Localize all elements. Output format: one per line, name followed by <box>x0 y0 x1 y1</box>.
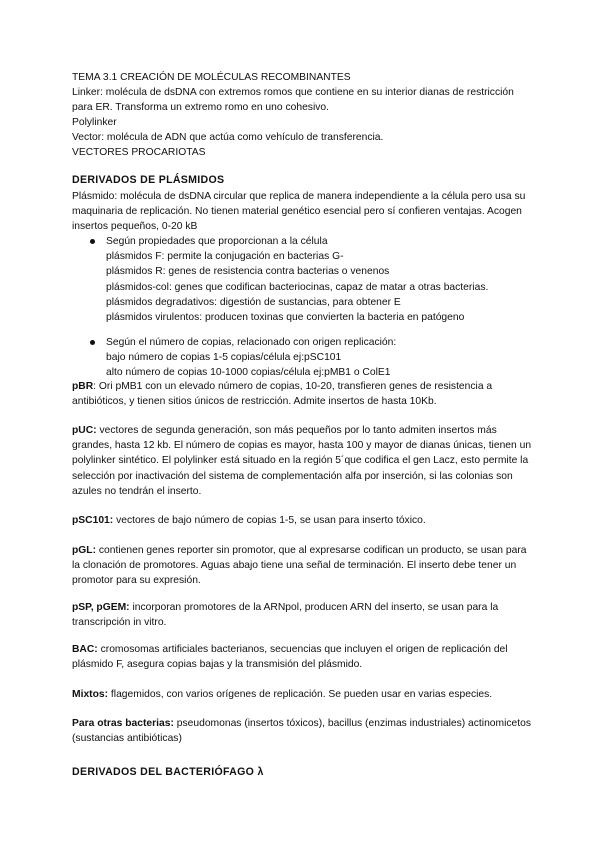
linker-definition: Linker: molécula de dsDNA con extremos romos que contiene en su interior dianas de restricción para ER. Transforma un extremo romo en uno cohesivo. <box>72 87 514 114</box>
entry-text: cromosomas artificiales bacterianos, secuencias que incluyen el origen de replicación del plásmido F, asegura copias bajas y la transmisión del plásmido. <box>72 644 508 671</box>
list-item: plásmidos virulentos: producen toxinas que convierten la bacteria en patógeno <box>106 312 465 324</box>
list-item: plásmidos degradativos: digestión de sustancias, para obtener E <box>106 296 401 308</box>
entry-term: pBR <box>72 381 94 392</box>
bullet-icon <box>90 239 95 244</box>
entry-text: flagemidos, con varios orígenes de replicación. Se pueden usar en varias especies. <box>110 689 493 700</box>
entry-term: Para otras bacterias: <box>72 718 174 729</box>
entry-text: vectores de bajo número de copias 1-5, se usan para inserto tóxico. <box>116 515 426 526</box>
plasmid-definition: Plásmido: molécula de dsDNA circular que replica de manera independiente a la célula pero usa su maquinaria de replicación. No tienen material genético esencial pero sí confieren ventajas. Acogen insertos pequeños, 0-20 kB <box>72 191 526 233</box>
entry-puc <box>72 423 534 499</box>
bullet-title: Según el número de copias, relacionado con origen replicación: <box>106 337 397 348</box>
entry-text: pseudomonas (insertos tóxicos), bacillus (enzimas industriales) actinomicetos (sustancias antibióticas) <box>72 718 532 745</box>
doc-title: TEMA 3.1 CREACIÓN DE MOLÉCULAS RECOMBINANTES <box>72 72 351 83</box>
entry-other-bacteria <box>72 716 534 746</box>
entry-term: pSP, pGEM: <box>72 602 130 613</box>
list-item: plásmidos F: permite la conjugación en bacterias G- <box>106 251 344 263</box>
entry-term: pUC: <box>72 425 97 436</box>
entry-term: Mixtos: <box>72 689 109 700</box>
entry-term: pGL: <box>72 545 97 556</box>
list-item: bajo número de copias 1-5 copias/célula ej:pSC101 <box>106 352 342 364</box>
polylinker-term: Polylinker <box>72 117 117 128</box>
bullet-copy-number <box>90 335 530 381</box>
entry-text: Ori pMB1 con un elevado número de copias, 10-20, transfieren genes de resistencia a antibióticos, y tienen sitios únicos de restricción. Admite insertos de hasta 10Kb. <box>72 381 493 408</box>
entry-bac <box>72 642 534 672</box>
entry-term: pSC101: <box>72 515 114 526</box>
phage-heading: DERIVADOS DEL BACTERIÓFAGO λ <box>72 766 264 778</box>
entry-pgl <box>72 543 534 589</box>
entry-psc101 <box>72 513 534 528</box>
section-label: VECTORES PROCARIOTAS <box>72 147 206 158</box>
entry-text: contienen genes reporter sin promotor, que al expresarse codifican un producto, se usan para la clonación de promotores. Aguas abajo tiene una señal de terminación. El inserto debe tener un promotor para su expresión. <box>72 545 527 587</box>
vector-definition: Vector: molécula de ADN que actúa como vehículo de transferencia. <box>72 132 384 143</box>
bullet-icon <box>90 340 95 345</box>
entry-psp-pgem <box>72 600 534 630</box>
entry-text: incorporan promotores de la ARNpol, producen ARN del inserto, se usan para la transcripción in vitro. <box>72 602 499 629</box>
plasmids-heading: DERIVADOS DE PLÁSMIDOS <box>72 174 225 186</box>
bullet-properties <box>90 234 530 325</box>
list-item: plásmidos-col: genes que codifican bacteriocinas, capaz de matar a otras bacterias. <box>106 281 489 293</box>
entry-text: vectores de segunda generación, son más pequeños por lo tanto admiten insertos más grandes, hasta 12 kb. El número de copias es mayor, hasta 100 y mayor de dianas únicas, tienen un polylinker sintético. El polylinker está situado en la región 5´que codifica el gen Lacz, esto permite la selección por inactivación del sistema de complementación alfa por inserción, si las colonias son azules no tendrán el inserto. <box>72 425 532 497</box>
list-item: plásmidos R: genes de resistencia contra bacterias o venenos <box>106 266 390 278</box>
entry-term: BAC: <box>72 644 98 655</box>
list-item: alto número de copias 10-1000 copias/célula ej:pMB1 o ColE1 <box>106 367 391 379</box>
bullet-title: Según propiedades que proporcionan a la célula <box>106 236 328 247</box>
entry-pbr: pBR: Ori pMB1 con un elevado número de copias, 10-20, transfieren genes de resistencia a antibióticos, y tienen sitios únicos de restricción. Admite insertos de hasta 10Kb. <box>72 381 493 408</box>
entry-mixtos <box>72 687 534 702</box>
